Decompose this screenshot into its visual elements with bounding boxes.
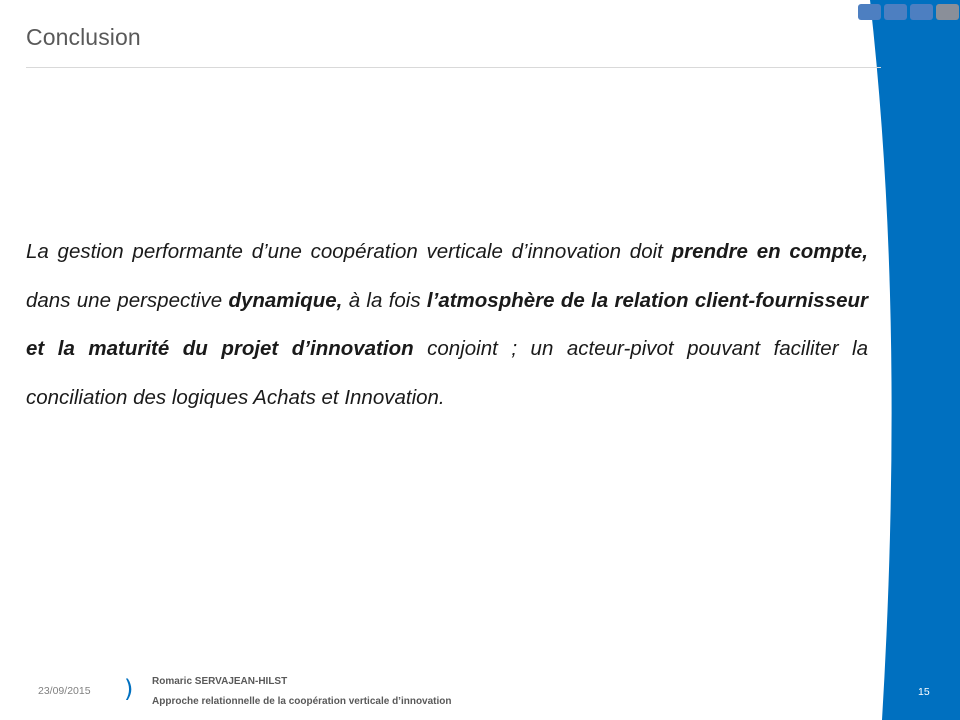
title-divider [26, 67, 881, 68]
emphasis-text: l’atmosphère de la relation client-fournisseur et la maturité du projet d’innovation [26, 288, 868, 360]
corner-tab [858, 4, 881, 20]
corner-tabs [858, 4, 959, 20]
emphasis-text: dynamique, [228, 288, 343, 312]
body-text-run: conjoint ; un acteur-pivot pouvant faciliter la conciliation des logiques Achats et Innovation. [26, 337, 868, 409]
footer-date: 23/09/2015 [38, 685, 91, 697]
body-text-run: à la fois [342, 288, 427, 312]
footer-subject: Approche relationnelle de la coopération verticale d’innovation [152, 696, 452, 707]
body-text-run: La gestion performante d’une coopération verticale d’innovation doit [26, 240, 672, 263]
slide-title: Conclusion [26, 24, 141, 50]
page-number: 15 [918, 686, 930, 698]
conclusion-paragraph [26, 228, 868, 422]
body-text-run: dans une perspective [26, 288, 229, 312]
emphasis-text: prendre en compte, [671, 240, 868, 263]
corner-tab [884, 4, 907, 20]
corner-tab [910, 4, 933, 20]
footer-separator: ) [124, 675, 134, 703]
corner-tab [936, 4, 959, 20]
footer-author: Romaric SERVAJEAN-HILST [152, 676, 288, 687]
